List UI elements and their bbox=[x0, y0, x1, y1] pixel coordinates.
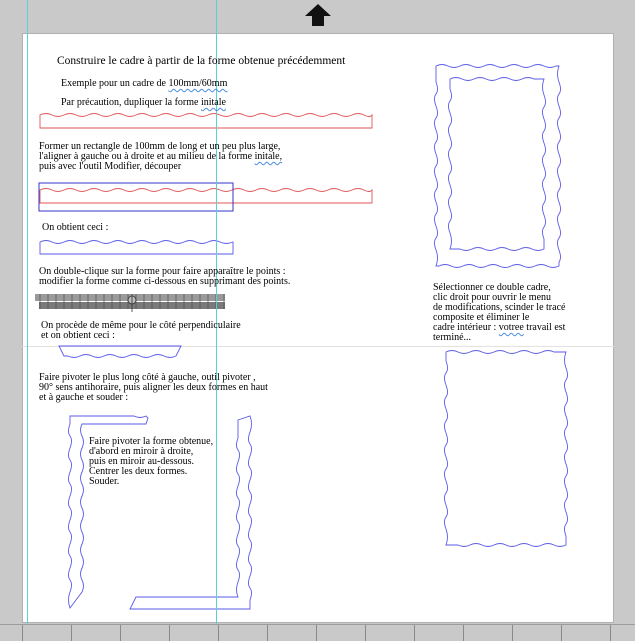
blue-strip-cut bbox=[40, 241, 233, 255]
instruction-title: Construire le cadre à partir de la forme obtenue précédemment bbox=[57, 55, 346, 67]
ruler-tick bbox=[561, 625, 562, 641]
precaution-text: Par précaution, dupliquer la forme initale bbox=[61, 97, 226, 108]
select-text-1: Sélectionner ce double cadre, bbox=[433, 282, 551, 293]
ruler-tick bbox=[512, 625, 513, 641]
ruler-tick bbox=[71, 625, 72, 641]
select-text-3: de modifications, scinder le tracé bbox=[433, 302, 566, 313]
same-side-text-1: On procède de même pour le côté perpendiculaire bbox=[41, 320, 241, 331]
dblclick-text-2: modifier la forme comme ci-dessous en supprimant des points. bbox=[39, 276, 291, 287]
select-text-5: cadre intérieur : votree travail est bbox=[433, 322, 566, 333]
ruler-tick bbox=[169, 625, 170, 641]
mirror-text-5: Souder. bbox=[89, 476, 120, 487]
final-frame bbox=[445, 351, 568, 547]
ruler-tick bbox=[365, 625, 366, 641]
cut-rectangle bbox=[39, 183, 233, 211]
red-strip-2 bbox=[40, 189, 372, 204]
mirror-text-3: puis en miroir au-dessous. bbox=[89, 456, 194, 467]
double-frame-outer bbox=[435, 65, 561, 268]
select-text-6: terminé... bbox=[433, 332, 472, 343]
ruler-tick bbox=[316, 625, 317, 641]
edit-points-strip bbox=[35, 294, 225, 312]
rotate-text-2: 90° sens antihoraire, puis aligner les deux formes en haut bbox=[39, 382, 268, 393]
ruler-tick bbox=[463, 625, 464, 641]
vertical-guide-left bbox=[27, 0, 28, 640]
red-strip-1 bbox=[40, 114, 372, 129]
ruler-tick bbox=[218, 625, 219, 641]
rect-instruction-3: puis avec l'outil Modifier, découper bbox=[39, 161, 182, 172]
obtained-text: On obtient ceci : bbox=[42, 222, 109, 233]
select-text-2: clic droit pour ouvrir le menu bbox=[433, 292, 552, 303]
example-text: Exemple pour un cadre de 100mm/60mm bbox=[61, 78, 228, 89]
dblclick-text-1: On double-clique sur la forme pour faire apparaître le points : bbox=[39, 266, 286, 277]
blue-short-side bbox=[59, 346, 181, 358]
rect-instruction-2: l'aligner à gauche ou à droite et au milieu de la forme initale, bbox=[39, 151, 283, 162]
rotate-text-1: Faire pivoter le plus long côté à gauche, outil pivoter , bbox=[39, 372, 256, 383]
mirror-text-1: Faire pivoter la forme obtenue, bbox=[89, 436, 214, 447]
mirror-text-4: Centrer les deux formes. bbox=[89, 466, 188, 477]
mirror-text-2: d'abord en miroir à droite, bbox=[89, 446, 194, 457]
ruler-tick bbox=[267, 625, 268, 641]
ruler-tick bbox=[610, 625, 611, 641]
rotate-text-3: et à gauche et souder : bbox=[39, 392, 129, 403]
ruler-tick bbox=[120, 625, 121, 641]
rect-instruction-1: Former un rectangle de 100mm de long et un peu plus large, bbox=[39, 141, 281, 152]
ruler-tick bbox=[414, 625, 415, 641]
select-text-4: composite et éliminer le bbox=[433, 312, 530, 323]
bottom-ruler bbox=[0, 624, 635, 641]
same-side-text-2: et on obtient ceci : bbox=[41, 330, 115, 341]
double-frame-inner bbox=[449, 78, 546, 251]
ruler-tick bbox=[22, 625, 23, 641]
